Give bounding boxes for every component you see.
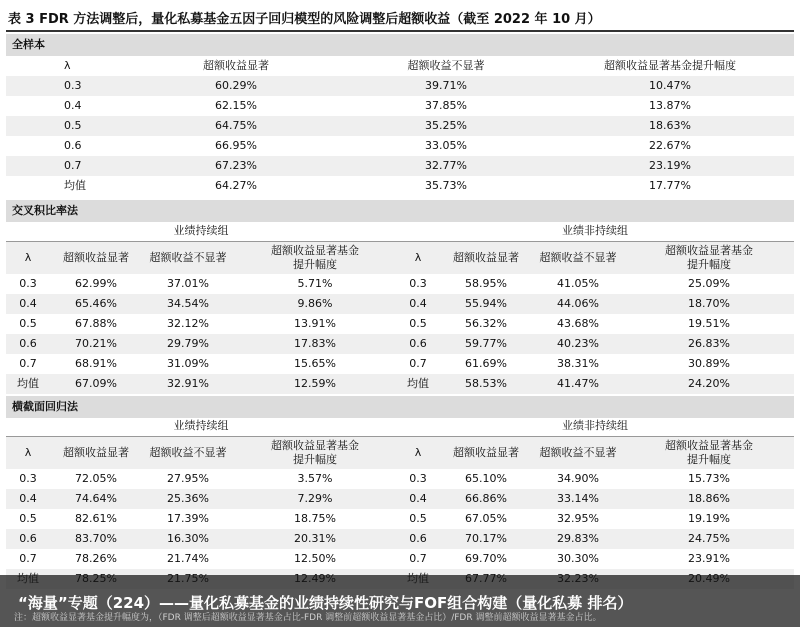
- value-cell: 69.70%: [465, 552, 507, 565]
- lambda-cell: 0.7: [19, 357, 37, 370]
- group-header-row: [6, 221, 794, 242]
- value-cell: 35.25%: [425, 119, 467, 132]
- title-divider: [6, 30, 794, 32]
- value-cell: 78.26%: [75, 552, 117, 565]
- lambda-cell: 0.4: [19, 297, 37, 310]
- value-cell: 67.88%: [75, 317, 117, 330]
- lambda-cell: 0.3: [19, 472, 37, 485]
- table-row: [6, 489, 794, 509]
- section-header-cross-ratio: 交叉积比率法: [6, 200, 794, 222]
- value-cell: 66.95%: [215, 139, 257, 152]
- lambda-cell: 0.5: [409, 317, 427, 330]
- value-cell: 60.29%: [215, 79, 257, 92]
- value-cell: 67.05%: [465, 512, 507, 525]
- value-cell: 62.15%: [215, 99, 257, 112]
- table-row: [6, 294, 794, 314]
- lambda-cell: 均值: [64, 179, 86, 192]
- value-cell: 5.71%: [297, 277, 333, 290]
- value-cell: 17.77%: [649, 179, 691, 192]
- lambda-cell: 0.7: [19, 552, 37, 565]
- cross-ratio-table: [6, 221, 794, 394]
- table-row: [6, 509, 794, 529]
- value-cell: 17.39%: [167, 512, 209, 525]
- value-cell: 12.59%: [294, 377, 336, 390]
- column-header: 超额收益显著: [63, 446, 129, 459]
- value-cell: 66.86%: [465, 492, 507, 505]
- value-cell: 62.99%: [75, 277, 117, 290]
- value-cell: 13.87%: [649, 99, 691, 112]
- value-cell: 41.05%: [557, 277, 599, 290]
- value-cell: 32.12%: [167, 317, 209, 330]
- value-cell: 30.89%: [688, 357, 730, 370]
- regression-body: [6, 416, 794, 589]
- value-cell: 70.17%: [465, 532, 507, 545]
- value-cell: 40.23%: [557, 337, 599, 350]
- table-row: [6, 334, 794, 354]
- value-cell: 18.63%: [649, 119, 691, 132]
- value-cell: 39.71%: [425, 79, 467, 92]
- value-cell: 12.50%: [294, 552, 336, 565]
- value-cell: 21.74%: [167, 552, 209, 565]
- column-header: 超额收益不显著: [149, 446, 227, 459]
- table-row: [6, 96, 794, 116]
- column-header: 超额收益显著: [203, 59, 269, 72]
- column-header: 超额收益不显著: [149, 251, 227, 264]
- value-cell: 70.21%: [75, 337, 117, 350]
- group-label-nonpersistent: 业绩非持续组: [396, 416, 794, 437]
- value-cell: 65.10%: [465, 472, 507, 485]
- lambda-cell: 0.3: [64, 79, 82, 92]
- value-cell: 18.86%: [688, 492, 730, 505]
- value-cell: 20.31%: [294, 532, 336, 545]
- value-cell: 22.67%: [649, 139, 691, 152]
- value-cell: 23.91%: [688, 552, 730, 565]
- table-row: [6, 76, 794, 96]
- value-cell: 59.77%: [465, 337, 507, 350]
- value-cell: 58.95%: [465, 277, 507, 290]
- lambda-cell: 0.6: [64, 139, 82, 152]
- banner-title: “海量”专题（224）——量化私募基金的业绩持续性研究与FOF组合构建（量化私募 排名）: [18, 594, 633, 612]
- value-cell: 37.85%: [425, 99, 467, 112]
- lambda-cell: 0.3: [409, 277, 427, 290]
- table-note: 注：超额收益显著基金提升幅度为，（FDR 调整后超额收益显著基金占比-FDR 调整前超额收益显著基金占比）/FDR 调整前超额收益显著基金占比。: [14, 613, 602, 623]
- value-cell: 55.94%: [465, 297, 507, 310]
- table-row: [6, 274, 794, 294]
- value-cell: 7.29%: [297, 492, 333, 505]
- value-cell: 67.23%: [215, 159, 257, 172]
- lambda-cell: 均值: [407, 377, 429, 390]
- column-header: 超额收益显著: [453, 251, 519, 264]
- table-row: [6, 314, 794, 334]
- value-cell: 72.05%: [75, 472, 117, 485]
- lambda-cell: 0.6: [409, 532, 427, 545]
- column-header: 超额收益不显著: [539, 251, 617, 264]
- group-label-persistent: 业绩持续组: [6, 416, 396, 437]
- column-header: 超额收益显著基金提升幅度: [604, 59, 736, 72]
- column-header: 超额收益显著: [63, 251, 129, 264]
- table-row: [6, 136, 794, 156]
- value-cell: 19.51%: [688, 317, 730, 330]
- value-cell: 15.65%: [294, 357, 336, 370]
- column-header: 超额收益不显著: [407, 59, 485, 72]
- lambda-cell: 0.6: [19, 337, 37, 350]
- column-header: λ: [64, 59, 71, 72]
- full-sample-body: [6, 56, 794, 196]
- lambda-cell: 0.7: [409, 552, 427, 565]
- lambda-cell: 0.7: [64, 159, 82, 172]
- value-cell: 29.79%: [167, 337, 209, 350]
- lambda-cell: 均值: [17, 377, 39, 390]
- table-title: 表 3 FDR 方法调整后，量化私募基金五因子回归模型的风险调整后超额收益（截至 2022 年 10 月）: [8, 12, 601, 27]
- table-row: [6, 354, 794, 374]
- section-header-full-sample: 全样本: [6, 34, 794, 56]
- column-header: 超额收益显著基金 提升幅度: [665, 244, 753, 271]
- column-header: 超额收益显著基金 提升幅度: [271, 244, 359, 271]
- value-cell: 27.95%: [167, 472, 209, 485]
- column-header: λ: [24, 251, 32, 264]
- value-cell: 18.70%: [688, 297, 730, 310]
- value-cell: 64.27%: [215, 179, 257, 192]
- lambda-cell: 0.3: [19, 277, 37, 290]
- value-cell: 68.91%: [75, 357, 117, 370]
- column-header: 超额收益显著基金 提升幅度: [271, 439, 359, 466]
- value-cell: 43.68%: [557, 317, 599, 330]
- group-label-nonpersistent: 业绩非持续组: [396, 221, 794, 242]
- value-cell: 19.19%: [688, 512, 730, 525]
- header-row: [6, 437, 794, 470]
- value-cell: 32.77%: [425, 159, 467, 172]
- value-cell: 30.30%: [557, 552, 599, 565]
- lambda-cell: 0.5: [409, 512, 427, 525]
- group-header-row: [6, 416, 794, 437]
- value-cell: 58.53%: [465, 377, 507, 390]
- value-cell: 24.20%: [688, 377, 730, 390]
- column-header: λ: [414, 446, 422, 459]
- value-cell: 25.36%: [167, 492, 209, 505]
- value-cell: 56.32%: [465, 317, 507, 330]
- value-cell: 16.30%: [167, 532, 209, 545]
- lambda-cell: 0.6: [19, 532, 37, 545]
- column-header: 超额收益显著: [453, 446, 519, 459]
- value-cell: 33.05%: [425, 139, 467, 152]
- cross-ratio-body: [6, 221, 794, 394]
- table-row: [6, 156, 794, 176]
- value-cell: 41.47%: [557, 377, 599, 390]
- value-cell: 32.91%: [167, 377, 209, 390]
- lambda-cell: 0.7: [409, 357, 427, 370]
- value-cell: 15.73%: [688, 472, 730, 485]
- value-cell: 65.46%: [75, 297, 117, 310]
- lambda-cell: 0.3: [409, 472, 427, 485]
- value-cell: 10.47%: [649, 79, 691, 92]
- value-cell: 18.75%: [294, 512, 336, 525]
- value-cell: 61.69%: [465, 357, 507, 370]
- value-cell: 9.86%: [297, 297, 333, 310]
- value-cell: 26.83%: [688, 337, 730, 350]
- value-cell: 29.83%: [557, 532, 599, 545]
- column-header: λ: [24, 446, 32, 459]
- value-cell: 82.61%: [75, 512, 117, 525]
- lambda-cell: 0.4: [64, 99, 82, 112]
- value-cell: 13.91%: [294, 317, 336, 330]
- lambda-cell: 0.5: [19, 512, 37, 525]
- lambda-cell: 0.5: [64, 119, 82, 132]
- column-header: 超额收益显著基金 提升幅度: [665, 439, 753, 466]
- full-sample-table: [6, 56, 794, 196]
- table-row: [6, 176, 794, 196]
- section-header-regression: 横截面回归法: [6, 396, 794, 418]
- column-header: 超额收益不显著: [539, 446, 617, 459]
- value-cell: 37.01%: [167, 277, 209, 290]
- value-cell: 67.09%: [75, 377, 117, 390]
- value-cell: 33.14%: [557, 492, 599, 505]
- table-row: [6, 469, 794, 489]
- lambda-cell: 0.5: [19, 317, 37, 330]
- value-cell: 32.95%: [557, 512, 599, 525]
- lambda-cell: 0.4: [19, 492, 37, 505]
- group-label-persistent: 业绩持续组: [6, 221, 396, 242]
- value-cell: 34.54%: [167, 297, 209, 310]
- value-cell: 83.70%: [75, 532, 117, 545]
- value-cell: 25.09%: [688, 277, 730, 290]
- value-cell: 23.19%: [649, 159, 691, 172]
- value-cell: 24.75%: [688, 532, 730, 545]
- lambda-cell: 0.6: [409, 337, 427, 350]
- column-header: λ: [414, 251, 422, 264]
- value-cell: 17.83%: [294, 337, 336, 350]
- regression-table: [6, 416, 794, 589]
- table-row: [6, 529, 794, 549]
- value-cell: 64.75%: [215, 119, 257, 132]
- lambda-cell: 0.4: [409, 492, 427, 505]
- header-row: [6, 56, 794, 76]
- value-cell: 74.64%: [75, 492, 117, 505]
- value-cell: 35.73%: [425, 179, 467, 192]
- value-cell: 34.90%: [557, 472, 599, 485]
- value-cell: 31.09%: [167, 357, 209, 370]
- lambda-cell: 0.4: [409, 297, 427, 310]
- table-row: [6, 116, 794, 136]
- value-cell: 38.31%: [557, 357, 599, 370]
- header-row: [6, 242, 794, 275]
- value-cell: 3.57%: [297, 472, 333, 485]
- table-row: [6, 374, 794, 394]
- value-cell: 44.06%: [557, 297, 599, 310]
- table-row: [6, 549, 794, 569]
